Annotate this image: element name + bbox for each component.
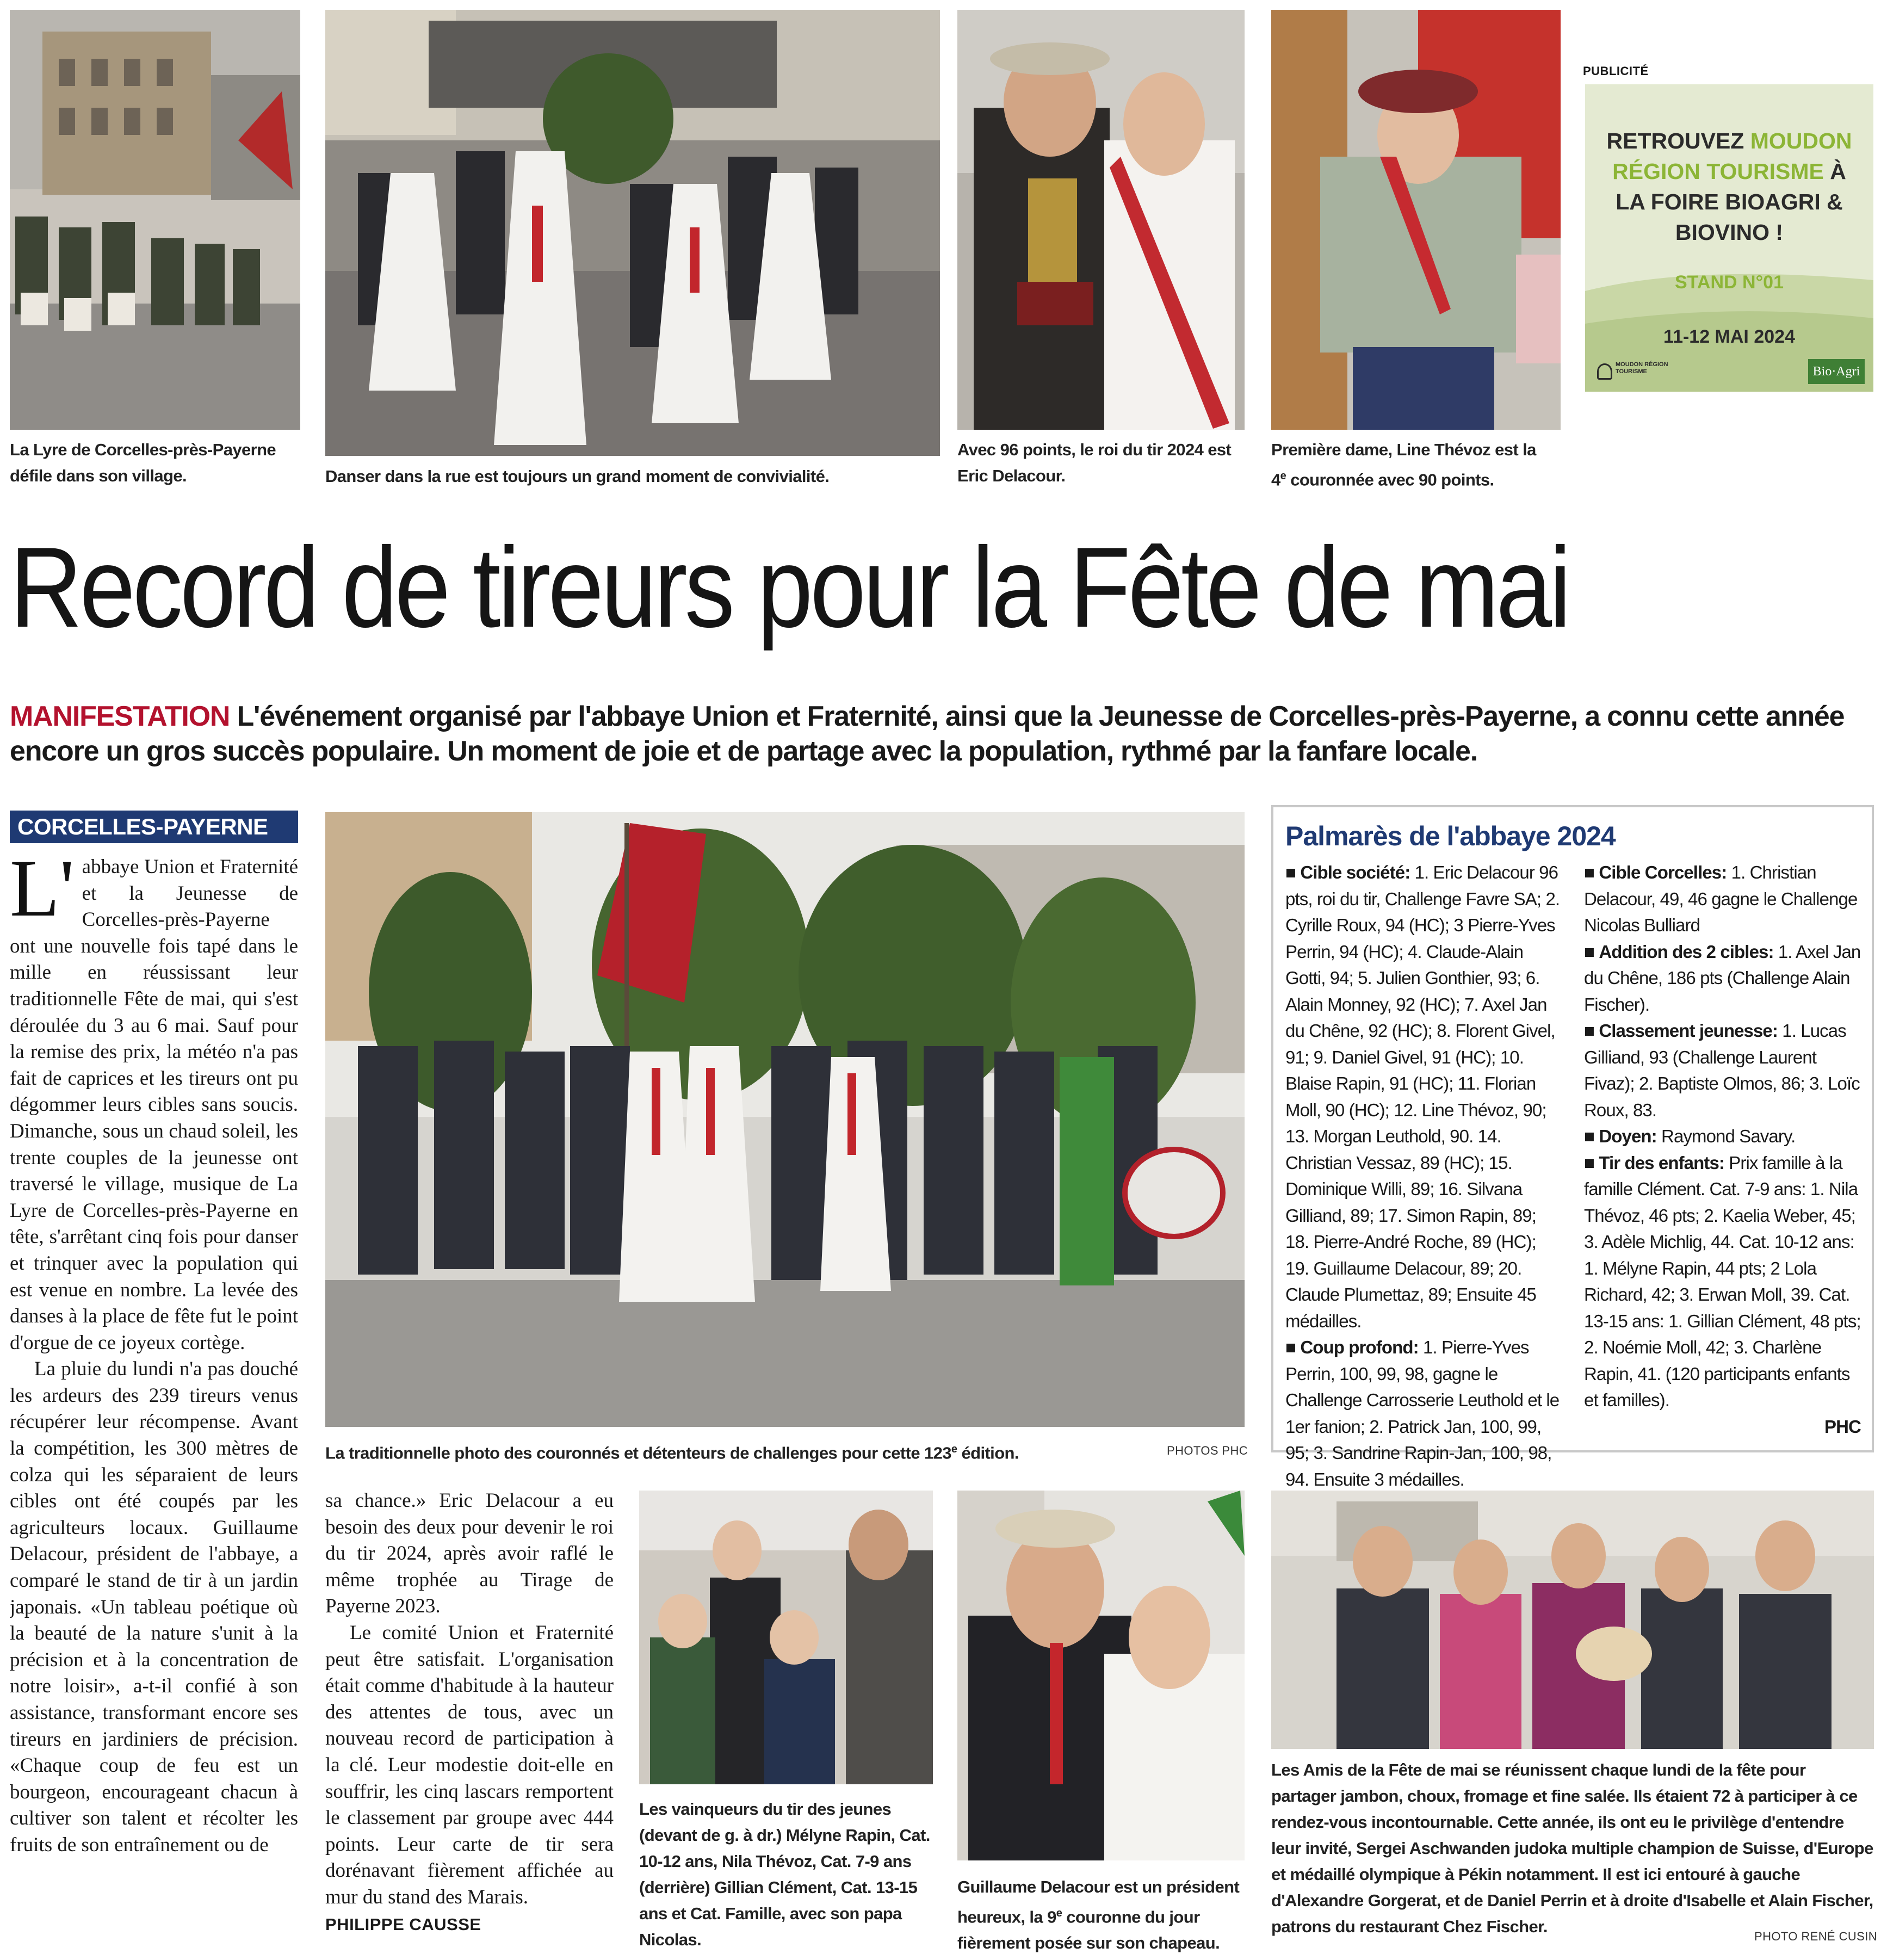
palmares-section: ■ Coup profond: 1. Pierre-Yves Perrin, 100, 99, 98, gagne le Challenge Carrosserie Leuthold et le 1er fanion; 2. Patrick Jan, 100, 99, 95; 3. Sandrine Rapin-Jan, 100, 98, 94. Ensuite 3 médailles.: [1285, 1337, 1560, 1489]
caption-parade: La Lyre de Corcelles-près-Payerne défile dans son village.: [10, 440, 276, 485]
lead-text: L'événement organisé par l'abbaye Union et Fraternité, ainsi que la Jeunesse de Corcelles-près-Payerne, a connu cette année encore un gros succès populaire. Un moment de joie et de partage avec la population, rythmé par la fanfare locale.: [10, 701, 1845, 767]
palmares-signature: PHC: [1824, 1416, 1861, 1437]
caption-group-a: La traditionnelle photo des couronnés et détenteurs de challenges pour cette 123: [325, 1443, 951, 1463]
palmares-title: Palmarès de l'abbaye 2024: [1285, 821, 1616, 851]
ad-logo-bioagri: Bio·Agri: [1808, 359, 1865, 384]
palmares-section: ■ Doyen: Raymond Savary.: [1584, 1126, 1796, 1146]
photo-group: [325, 812, 1245, 1427]
caption-group-sup: e: [951, 1443, 957, 1455]
credit-group: PHOTOS PHC: [1167, 1444, 1248, 1457]
lead-kicker: MANIFESTATION: [10, 701, 230, 732]
caption-president-a: Guillaume Delacour est un président heureux, la 9: [957, 1877, 1240, 1927]
palmares-section: ■ Cible Corcelles: 1. Christian Delacour, 49, 46 gagne le Challenge Nicolas Bulliard: [1584, 862, 1858, 935]
photo-youth-winners: [639, 1491, 933, 1784]
lead-paragraph: [10, 699, 1870, 769]
caption-group-b: édition.: [957, 1443, 1019, 1463]
caption-first-lady-sup: e: [1280, 470, 1286, 482]
article-p2: La pluie du lundi n'a pas douché les ardeurs des 239 tireurs venus récupérer leur récompense. Avant la compétition, les 300 mètres de colza qui les séparaient de leurs cibles ont été coupés par les agriculteurs locaux. Guillaume Delacour, président de l'abbaye, a comparé le stand de tir à un jardin japonais. «Un tableau poétique où la beauté de la nature s'unit à la précision et à la concentration de notre loisir», a-t-il confié à son assistance, transformant encore ses tireurs en jardiniers de précision. «Chaque coup de feu est un bourgeon, encourageant chacun à cultiver son talent et récolter les fruits de son entraînement ou de: [10, 1358, 298, 1856]
article-author: PHILIPPE CAUSSE: [325, 1914, 481, 1934]
caption-first-lady-b: couronnée avec 90 points.: [1286, 470, 1494, 490]
ad-line1-accent: MOUDON: [1750, 128, 1852, 153]
ad-line2-accent: RÉGION TOURISME: [1612, 159, 1824, 184]
caption-president-b: couronne du jour fièrement posée sur son chapeau.: [957, 1907, 1220, 1953]
credit-amis: PHOTO RENÉ CUSIN: [1754, 1930, 1878, 1943]
headline: Record de tireurs pour la Fête de mai: [10, 523, 1569, 651]
caption-first-lady-a: Première dame, Line Thévoz est la 4: [1271, 440, 1536, 490]
caption-president-sup: e: [1056, 1907, 1062, 1919]
article-p3: sa chance.» Eric Delacour a eu besoin des deux pour devenir le roi du tir 2024, après avoir raflé le même trophée au Tirage de Payerne 2023.: [325, 1489, 614, 1618]
photo-amis: [1271, 1491, 1874, 1749]
caption-president: [957, 1874, 1240, 1956]
caption-amis: Les Amis de la Fête de mai se réunissent chaque lundi de la fête pour partager jambon, choux, fromage et fine salée. Ils étaient 72 à participer à ce rendez-vous incontournable. Cette année, ils ont eu le privilège d'entendre leur invité, Sergei Aschwanden judoka multiple champion de Suisse, d'Europe et médaillé olympique à Pékin notamment. Il est ici entouré à gauche d'Alexandre Gorgerat, et de Daniel Perrin et à droite d'Isabelle et Alain Fischer, patrons du restaurant Chez Fischer.: [1271, 1760, 1873, 1936]
palmares-section: ■ Tir des enfants: Prix famille à la famille Clément. Cat. 7-9 ans: 1. Nila Thévoz, 46 pts; 2. Kaelia Weber, 45; 3. Adèle Michlig, 44. Cat. 10-12 ans: 1. Mélyne Rapin, 44 pts; 2 Lola Richard, 42; 3. Erwan Moll, 39. Cat. 13-15 ans: 1. Gillian Clément, 48 pts; 2. Noémie Moll, 42; 3. Charlène Rapin, 41. (120 participants enfants et familles).: [1584, 1152, 1861, 1410]
photo-parade: [10, 10, 300, 430]
caption-first-lady: [1271, 437, 1554, 493]
advertisement[interactable]: [1585, 84, 1873, 392]
article-p4: Le comité Union et Fraternité peut être satisfait. L'organisation était comme d'habitude à la hauteur des attentes de tous, avec un nouveau record de participation à la clé. Leur modestie doit-elle en souffrir, les cinq lascars remportent le classement par groupe avec 444 points. Leur carte de tir sera dorénavant fièrement affichée au mur du stand des Marais.: [325, 1621, 614, 1908]
palmares-section: ■ Cible société: 1. Eric Delacour 96 pts, roi du tir, Challenge Favre SA; 2. Cyrille Roux, 94 (HC); 3 Pierre-Yves Perrin, 94 (HC); 4. Claude-Alain Gotti, 94; 5. Julien Gonthier, 93; 6. Alain Monney, 92 (HC); 7. Axel Jan du Chêne, 92 (HC); 8. Florent Givel, 91; 9. Daniel Givel, 91 (HC); 10. Blaise Rapin, 91 (HC); 11. Florian Moll, 90 (HC); 12. Line Thévoz, 90; 13. Morgan Leuthold, 90. 14. Christian Vessaz, 89 (HC); 15. Dominique Willi, 89; 16. Silvana Gilliand, 89; 17. Simon Rapin, 89; 18. Pierre-André Roche, 89 (HC); 19. Guillaume Delacour, 89; 20. Claude Plumettaz, 89; Ensuite 45 médailles.: [1285, 862, 1560, 1331]
ad-logo-left-text: MOUDON RÉGION TOURISME: [1616, 361, 1668, 375]
article-column-2: [325, 1488, 614, 1939]
ad-stand: STAND N°01: [1675, 272, 1784, 293]
photo-first-lady: [1271, 10, 1561, 430]
ad-headline: [1585, 126, 1873, 248]
photo-shooting-king: [957, 10, 1245, 430]
palmares-list: [1285, 860, 1861, 1493]
ad-line1-plain: RETROUVEZ: [1606, 128, 1750, 153]
photo-president: [957, 1491, 1245, 1860]
palmares-section: ■ Addition des 2 cibles: 1. Axel Jan du Chêne, 186 pts (Challenge Alain Fischer).: [1584, 941, 1861, 1015]
moudon-logo-icon: [1597, 363, 1612, 380]
caption-youth-winners: Les vainqueurs du tir des jeunes (devant de g. à dr.) Mélyne Rapin, Cat. 10-12 ans, Nila Thévoz, Cat. 7-9 ans (derrière) Gillian Clément, Cat. 13-15 ans et Cat. Famille, avec son papa Nicolas.: [639, 1800, 930, 1949]
photo-dancing: [325, 10, 940, 456]
ad-dates: 11-12 MAI 2024: [1663, 326, 1795, 347]
article-p1: abbaye Union et Fraternité et la Jeunesse de Corcelles-près-Payerne ont une nouvelle fois tapé dans le mille en réussissant leur traditionnelle Fête de mai, qui s'est déroulée du 3 au 6 mai. Sauf pour la remise des prix, la météo n'a pas fait de caprices et les tireurs ont pu dégommer leurs cibles sans soucis. Dimanche, sous un chaud soleil, les trente couples de la jeunesse ont traversé le village, musique de La Lyre de Corcelles-près-Payerne en tête, s'arrêtant cinq fois pour danser et trinquer avec la population qui est venue en nombre. La levée des danses à la place de fête fut le point d'orgue de ce joyeux cortège.: [10, 856, 298, 1354]
caption-group: [325, 1436, 1141, 1466]
ad-line3: LA FOIRE BIOAGRI &: [1616, 189, 1843, 214]
caption-dancing: Danser dans la rue est toujours un grand moment de convivialité.: [325, 467, 830, 486]
caption-shooting-king: Avec 96 points, le roi du tir 2024 est Eric Delacour.: [957, 440, 1232, 485]
article-column-1: [10, 854, 298, 1953]
ad-line2-plain: À: [1823, 159, 1846, 184]
ad-line4: BIOVINO !: [1675, 220, 1784, 245]
ad-logo-moudon: [1597, 359, 1679, 386]
palmares-section: ■ Classement jeunesse: 1. Lucas Gilliand, 93 (Challenge Laurent Fivaz); 2. Baptiste Olmos, 86; 3. Loïc Roux, 83.: [1584, 1021, 1860, 1120]
ad-label: PUBLICITÉ: [1583, 64, 1649, 78]
dropcap: L': [10, 854, 75, 933]
dateline: CORCELLES-PAYERNE: [10, 811, 298, 843]
palmares-box: [1271, 805, 1874, 1489]
